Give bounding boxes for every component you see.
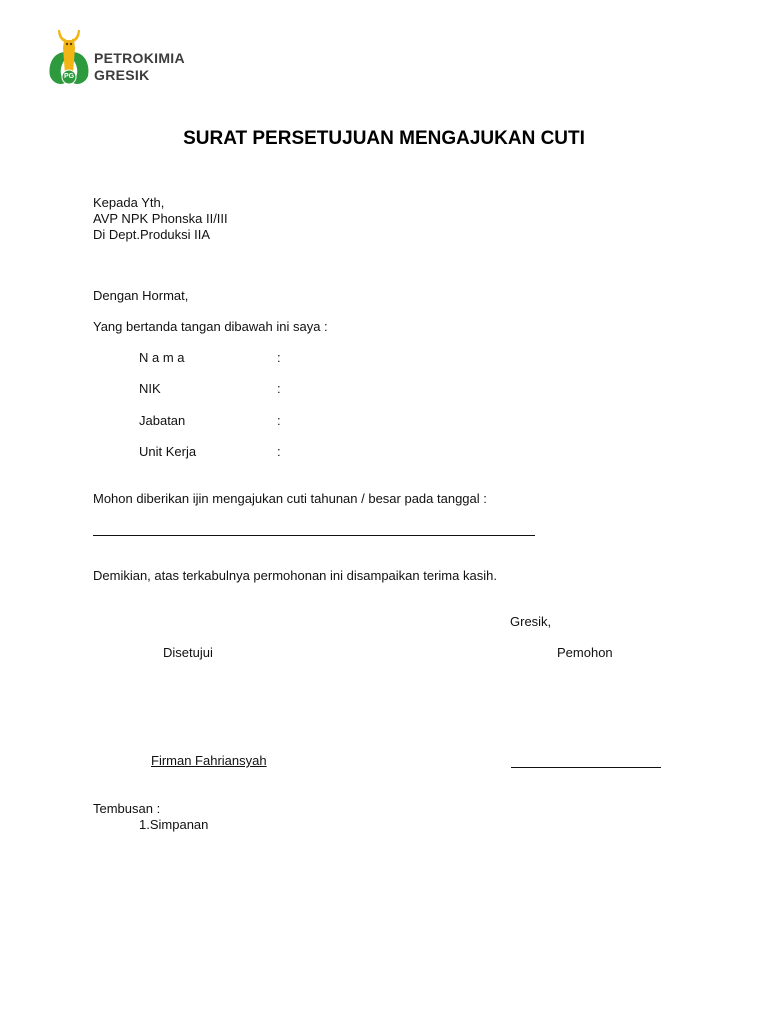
field-separator: :: [277, 444, 281, 459]
date-blank-line: [93, 521, 535, 536]
recipient-line-1: Kepada Yth,: [93, 195, 165, 210]
approver-name: Firman Fahriansyah: [151, 753, 267, 768]
request-text: Mohon diberikan ijin mengajukan cuti tahunan / besar pada tanggal :: [93, 491, 487, 506]
field-separator: :: [277, 350, 281, 365]
field-label-nik: NIK: [139, 381, 161, 396]
field-separator: :: [277, 413, 281, 428]
closing-text: Demikian, atas terkabulnya permohonan ini disampaikan terima kasih.: [93, 568, 497, 583]
logo-line-1: PETROKIMIA: [94, 50, 185, 66]
place-date: Gresik,: [510, 614, 552, 629]
field-label-nama: N a m a: [139, 350, 185, 365]
field-label-unit-kerja: Unit Kerja: [139, 444, 197, 459]
emblem-text: PG: [63, 73, 75, 80]
page-title: SURAT PERSETUJUAN MENGAJUKAN CUTI: [183, 128, 585, 149]
logo-wordmark: [94, 50, 185, 84]
greeting: Dengan Hormat,: [93, 288, 189, 303]
approver-label: Disetujui: [163, 645, 213, 660]
recipient-line-2: AVP NPK Phonska II/III: [93, 211, 228, 226]
applicant-label: Pemohon: [557, 645, 613, 660]
cc-item-1: 1.Simpanan: [139, 817, 209, 832]
cc-label: Tembusan :: [93, 801, 161, 816]
recipient-line-3: Di Dept.Produksi IIA: [93, 227, 211, 242]
field-label-jabatan: Jabatan: [139, 413, 186, 428]
field-separator: :: [277, 381, 281, 396]
logo-line-2: GRESIK: [94, 67, 150, 83]
applicant-signature-line: [511, 753, 661, 768]
intro-text: Yang bertanda tangan dibawah ini saya :: [93, 319, 328, 334]
